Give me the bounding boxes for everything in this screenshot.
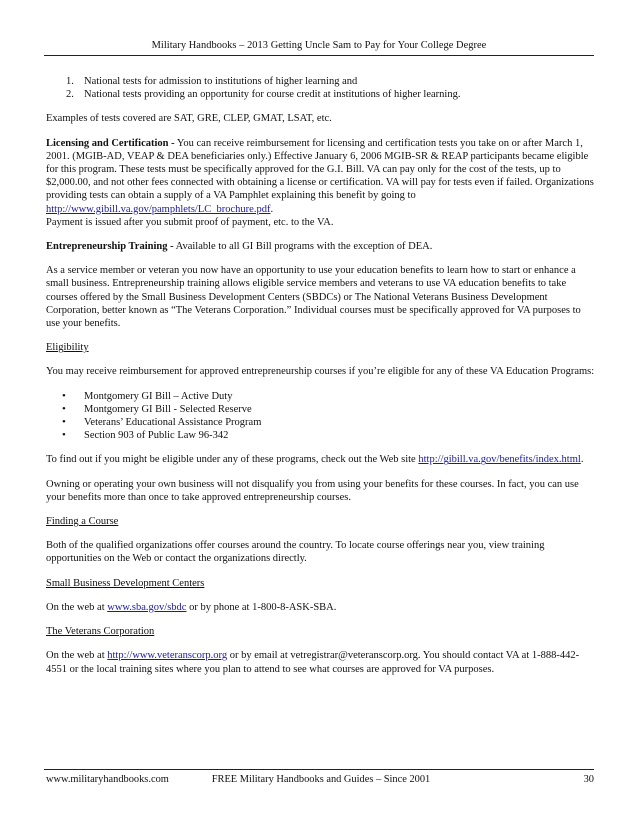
gibill-benefits-link[interactable]: http://gibill.va.gov/benefits/index.html: [418, 454, 581, 466]
finding-heading-text: Finding a Course: [46, 516, 119, 528]
footer-tagline: FREE Military Handbooks and Guides – Since 2001: [211, 774, 431, 785]
list-item: [46, 429, 596, 442]
list-item-text: Veterans’ Educational Assistance Program: [84, 417, 262, 429]
bullet: •: [62, 416, 66, 429]
list-item: [46, 390, 596, 403]
bullet: •: [62, 389, 66, 402]
vetcorp-after: or by email at vetregistrar@veteranscorp.org. You should contact VA at 1-888-442-4551 or the local training sites where you plan to attend to see what courses are approved for VA purposes.: [46, 650, 580, 675]
eligibility-heading-text: Eligibility: [46, 342, 89, 354]
veteranscorp-link[interactable]: http://www.veteranscorp.org: [107, 650, 228, 662]
finding-heading: [46, 515, 596, 528]
licensing-after-link: .: [270, 203, 274, 215]
vetcorp-heading: [46, 625, 596, 638]
list-item: [46, 403, 596, 416]
sbdc-after: or by phone at 1-800-8-ASK-SBA.: [186, 601, 337, 613]
payment-note: Payment is issued after you submit proof of payment, etc. to the VA.: [46, 216, 334, 228]
sbdc-heading: [46, 577, 596, 590]
header-rule: [44, 55, 594, 56]
list-item-text: Montgomery GI Bill - Selected Reserve: [84, 403, 252, 415]
footer-rule: [44, 769, 594, 770]
list-item-text: National tests for admission to institutions of higher learning and: [84, 76, 358, 87]
sbdc-heading-text: Small Business Development Centers: [46, 577, 205, 589]
bullet: •: [62, 402, 66, 415]
tests-list: [46, 75, 596, 101]
sbdc-paragraph: [46, 601, 596, 614]
examples-paragraph: Examples of tests covered are SAT, GRE, CLEP, GMAT, LSAT, etc.: [46, 113, 332, 125]
eligibility-heading: [46, 341, 596, 354]
intro-paragraph: As a service member or veteran you now have an opportunity to use your education benefits to learn how to start or enhance a small business. Entrepreneurship training allows eligible service members and veterans to use VA education benefits to take courses offered by the Small Business Development Centers (SBDCs) or The National Veterans Business Development Corporation, better known as “The Veterans Corporation.” Individual courses must be specifically approved for VA purposes to use your benefits.: [46, 265, 581, 330]
find-out-paragraph: [46, 453, 596, 466]
owning-paragraph: Owning or operating your own business will not disqualify you from using your benefits for these courses. In fact, you can use your benefits more than once to take approved entrepreneurship courses.: [46, 478, 579, 503]
licensing-paragraph: [46, 137, 596, 216]
list-item: [46, 75, 596, 88]
bullet: •: [62, 429, 66, 442]
sba-link[interactable]: www.sba.gov/sbdc: [107, 601, 187, 613]
entrepreneurship-text: Available to all GI Bill programs with the exception of DEA.: [173, 241, 433, 253]
entrepreneurship-paragraph: [46, 240, 596, 253]
list-item-text: Section 903 of Public Law 96-342: [84, 430, 229, 442]
lc-brochure-link[interactable]: http://www.gibill.va.gov/pamphlets/LC_brochure.pdf: [46, 203, 271, 215]
page-header: Military Handbooks – 2013 Getting Uncle Sam to Pay for Your College Degree: [151, 40, 487, 51]
page-number: 30: [583, 774, 594, 785]
find-out-text: To find out if you might be eligible under any of these programs, check out the Web site: [46, 454, 419, 466]
finding-paragraph: Both of the qualified organizations offer courses around the country. To locate course offerings near you, view training opportunities on the Web or contact the organizations directly.: [46, 540, 545, 565]
footer-website: www.militaryhandbooks.com: [46, 774, 169, 785]
list-item-text: Montgomery GI Bill – Active Duty: [84, 390, 233, 402]
find-out-after: .: [580, 454, 584, 466]
education-programs-list: [46, 390, 596, 443]
vetcorp-before: On the web at: [46, 650, 108, 662]
eligibility-paragraph: You may receive reimbursement for approved entrepreneurship courses if you’re eligible for any of these VA Education Programs:: [46, 366, 595, 378]
vetcorp-heading-text: The Veterans Corporation: [46, 626, 155, 638]
list-item-text: National tests providing an opportunity for course credit at institutions of higher learning.: [84, 89, 461, 101]
vetcorp-paragraph: [46, 649, 596, 675]
licensing-text: You can receive reimbursement for licensing and certification tests you take on or after March 1, 2001. (MGIB-AD, VEAP & DEA beneficiaries only.) Effective January 6, 2006 MGIB-SR & REAP participants became eligible for this program. These tests must be specifically approved for the G.I. Bill. VA can pay only for the cost of the tests, up to $2,000.00, and not other fees connected with obtaining a license or certification. VA will pay for tests even if failed. Organizations providing tests can obtain a supply of a VA Pamphlet explaining this benefit by going to: [46, 137, 594, 202]
list-number: 1.: [66, 76, 74, 87]
list-number: 2.: [66, 89, 74, 101]
sbdc-before: On the web at: [46, 601, 108, 613]
licensing-heading: Licensing and Certification -: [46, 137, 175, 149]
list-item: [46, 416, 596, 429]
page-body: [46, 75, 596, 687]
entrepreneurship-heading: Entrepreneurship Training -: [46, 241, 174, 253]
list-item: [46, 88, 596, 101]
